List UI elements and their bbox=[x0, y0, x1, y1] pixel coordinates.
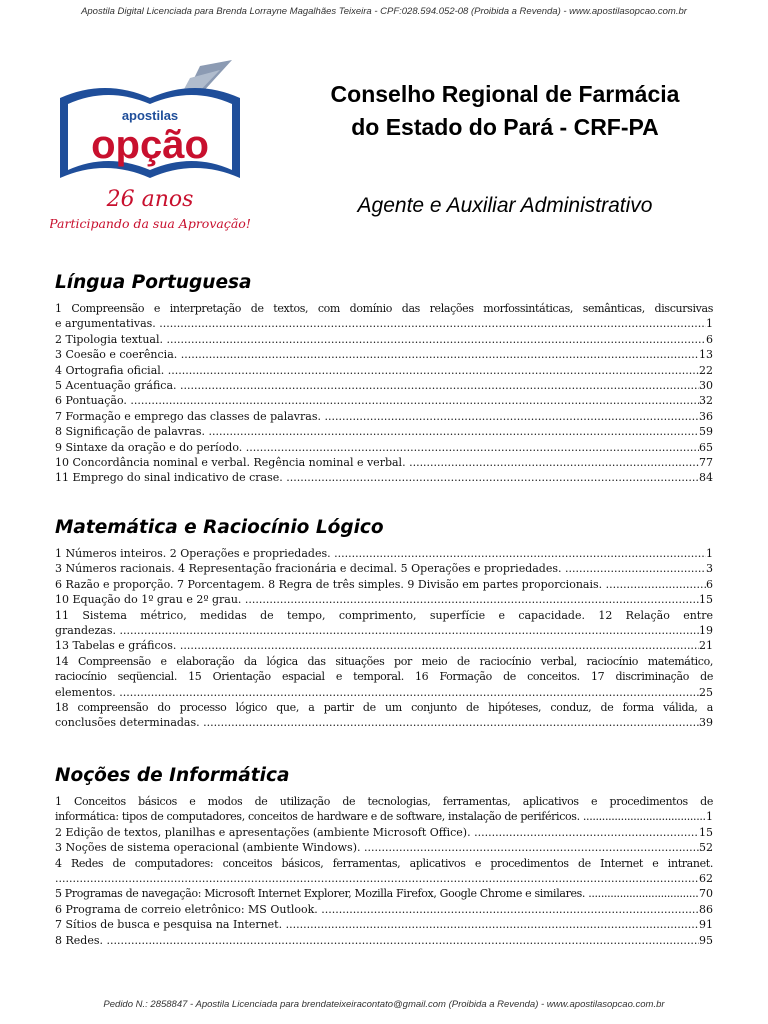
footer-license-banner: Pedido N.: 2858847 - Apostila Licenciada para brendateixeiracontato@gmail.com (Proibida a Revenda) - www.apostilasopcao.com.br bbox=[103, 999, 665, 1010]
toc-entry-text: e argumentativas. ..... bbox=[55, 316, 706, 331]
toc-entry-text: conclusões determinadas. ..... bbox=[55, 715, 699, 730]
toc-entry-text: 2 Edição de textos, planilhas e apresentações (ambiente Microsoft Office). ..... bbox=[55, 825, 699, 840]
toc-page-number: 1 bbox=[706, 810, 713, 824]
toc-page-number: 62 bbox=[699, 872, 713, 886]
toc-page-number: 15 bbox=[699, 593, 713, 607]
document-subtitle: Agente e Auxiliar Administrativo bbox=[357, 194, 653, 217]
toc-entry-text: 5 Acentuação gráfica. ..... bbox=[55, 378, 699, 393]
toc-entry[interactable] bbox=[55, 886, 713, 901]
toc-entry-text: 9 Sintaxe da oração e do período. ..... bbox=[55, 440, 699, 455]
toc-page-number: 1 bbox=[706, 317, 713, 331]
toc-entry-text: 6 Pontuação. ..... bbox=[55, 393, 699, 408]
title-line-2: do Estado do Pará - CRF-PA bbox=[351, 114, 659, 140]
svg-text:opção: opção bbox=[91, 123, 209, 167]
toc-page-number: 84 bbox=[699, 471, 713, 485]
toc-entry-text: 1 Compreensão e interpretação de textos, com domínio das relações morfossintáticas, semânticas, discursivas bbox=[55, 302, 713, 315]
toc-page-number: 36 bbox=[699, 409, 713, 423]
toc-entry[interactable] bbox=[55, 347, 713, 362]
toc-page-number: 77 bbox=[699, 456, 713, 470]
toc-page-number: 30 bbox=[699, 379, 713, 393]
toc-entry-text: 5 Programas de navegação: Microsoft Internet Explorer, Mozilla Firefox, Google Chrome e similares. ..... bbox=[55, 886, 699, 901]
toc-entry[interactable] bbox=[55, 592, 713, 607]
toc-page-number: 52 bbox=[699, 841, 713, 855]
toc-entry[interactable] bbox=[55, 794, 713, 825]
section-lingua-portuguesa bbox=[55, 272, 713, 486]
toc-page-number: 91 bbox=[699, 918, 713, 932]
toc-entry[interactable] bbox=[55, 378, 713, 393]
toc-entry[interactable] bbox=[55, 470, 713, 485]
toc-page-number: 59 bbox=[699, 425, 713, 439]
toc-entry-text: 1 Números inteiros. 2 Operações e propriedades. ..... bbox=[55, 546, 706, 561]
toc-entry[interactable] bbox=[55, 902, 713, 917]
toc-entry-text: 4 Redes de computadores: conceitos básicos, ferramentas, aplicativos e procedimentos de Internet e intranet. bbox=[55, 856, 713, 870]
toc-entry[interactable] bbox=[55, 424, 713, 439]
toc-entry-text: raciocínio seqüencial. 15 Orientação espacial e temporal. 16 Formação de conceitos. 17 discriminação de bbox=[55, 670, 713, 684]
title-line-1: Conselho Regional de Farmácia bbox=[330, 81, 680, 107]
toc-entry-text: 3 Noções de sistema operacional (ambiente Windows). ..... bbox=[55, 840, 699, 855]
section-heading: Língua Portuguesa bbox=[55, 272, 252, 293]
toc-entry[interactable] bbox=[55, 856, 713, 887]
toc-page-number: 32 bbox=[699, 394, 713, 408]
toc-entry[interactable] bbox=[55, 917, 713, 932]
svg-text:26 anos: 26 anos bbox=[106, 187, 194, 212]
toc-entry[interactable] bbox=[55, 700, 713, 731]
toc-entry-text: 10 Equação do 1º grau e 2º grau. ..... bbox=[55, 592, 699, 607]
toc-page-number: 22 bbox=[699, 363, 713, 377]
toc-entry-text: 11 Emprego do sinal indicativo de crase. ..... bbox=[55, 470, 699, 485]
toc-page-number: 13 bbox=[699, 348, 713, 362]
toc-entry-text: 10 Concordância nominal e verbal. Regência nominal e verbal. ..... bbox=[55, 455, 699, 470]
toc-entry[interactable] bbox=[55, 393, 713, 408]
toc-entry-text: elementos. ..... bbox=[55, 685, 699, 700]
toc-entry[interactable] bbox=[55, 332, 713, 347]
toc-entry-text: 2 Tipologia textual. ..... bbox=[55, 332, 706, 347]
document-title bbox=[255, 78, 755, 144]
toc-page-number: 25 bbox=[699, 685, 713, 699]
toc-entry[interactable] bbox=[55, 840, 713, 855]
toc-entry-text: 7 Formação e emprego das classes de palavras. ..... bbox=[55, 409, 699, 424]
toc-entry-text: grandezas. ..... bbox=[55, 623, 699, 638]
toc-page-number: 95 bbox=[699, 933, 713, 947]
toc-page-number: 6 bbox=[706, 332, 713, 346]
toc-entry-text: 6 Programa de correio eletrônico: MS Outlook. ..... bbox=[55, 902, 699, 917]
toc-entry-text: 3 Coesão e coerência. ..... bbox=[55, 347, 699, 362]
toc-page-number: 6 bbox=[706, 577, 713, 591]
toc-page-number: 1 bbox=[706, 547, 713, 560]
toc-entry-text: 3 Números racionais. 4 Representação fracionária e decimal. 5 Operações e propriedades. ..... bbox=[55, 561, 706, 576]
toc-page-number: 65 bbox=[699, 440, 713, 454]
toc-entry-text: 6 Razão e proporção. 7 Porcentagem. 8 Regra de três simples. 9 Divisão em partes proporcionais. ..... bbox=[55, 577, 706, 592]
toc-entry[interactable] bbox=[55, 577, 713, 592]
toc-entry[interactable] bbox=[55, 654, 713, 700]
toc-entry-text: 14 Compreensão e elaboração da lógica das situações por meio de raciocínio verbal, raciocínio matemático, bbox=[55, 654, 713, 668]
toc-page-number: 21 bbox=[699, 639, 713, 653]
toc-entry-text: 11 Sistema métrico, medidas de tempo, comprimento, superfície e capacidade. 12 Relação entre bbox=[55, 608, 713, 622]
toc-entry[interactable] bbox=[55, 546, 713, 561]
toc-page-number: 39 bbox=[699, 716, 713, 730]
toc-entry-text: 7 Sítios de busca e pesquisa na Internet. ..... bbox=[55, 917, 699, 932]
toc-entry-text: 4 Ortografia oficial. ..... bbox=[55, 363, 699, 378]
toc-page-number: 3 bbox=[706, 562, 713, 576]
toc-page-number: 86 bbox=[699, 902, 713, 916]
toc-entry[interactable] bbox=[55, 409, 713, 424]
toc-entry[interactable] bbox=[55, 825, 713, 840]
toc-entry[interactable] bbox=[55, 455, 713, 470]
section-heading: Matemática e Raciocínio Lógico bbox=[55, 517, 384, 538]
section-heading: Noções de Informática bbox=[55, 765, 290, 786]
section-informatica bbox=[55, 765, 713, 948]
toc-entry[interactable] bbox=[55, 301, 713, 332]
toc-page-number: 15 bbox=[699, 825, 713, 839]
toc-entry-text: 18 compreensão do processo lógico que, a partir de um conjunto de hipóteses, conduz, de forma válida, a bbox=[55, 701, 713, 715]
toc-entry[interactable] bbox=[55, 638, 713, 653]
toc-entry-text: 8 Significação de palavras. ..... bbox=[55, 424, 699, 439]
toc-entry[interactable] bbox=[55, 440, 713, 455]
toc-entry[interactable] bbox=[55, 608, 713, 639]
toc-page-number: 19 bbox=[699, 624, 713, 638]
toc-page-number: 70 bbox=[699, 887, 713, 901]
toc-entry-text bbox=[55, 871, 699, 886]
apostilas-opcao-logo bbox=[50, 58, 255, 238]
toc-entry[interactable] bbox=[55, 363, 713, 378]
header-license-banner: Apostila Digital Licenciada para Brenda Lorrayne Magalhães Teixeira - CPF:028.594.052-08 (Proibida a Revenda) - www.apostilasopcao.com.br bbox=[81, 6, 687, 17]
toc-entry[interactable] bbox=[55, 933, 713, 948]
toc-entry-text: 8 Redes. ..... bbox=[55, 933, 699, 948]
section-matematica bbox=[55, 517, 713, 731]
toc-entry[interactable] bbox=[55, 561, 713, 576]
svg-text:apostilas: apostilas bbox=[121, 108, 179, 123]
toc-entry-text: 13 Tabelas e gráficos. ..... bbox=[55, 638, 699, 653]
svg-text:Participando da sua Aprovação!: Participando da sua Aprovação! bbox=[50, 216, 251, 231]
toc-entry-text: informática: tipos de computadores, conceitos de hardware e de software, instalação de periféricos. ..... bbox=[55, 809, 706, 824]
toc-entry-text: 1 Conceitos básicos e modos de utilização de tecnologias, ferramentas, aplicativos e procedimentos de bbox=[55, 795, 713, 808]
